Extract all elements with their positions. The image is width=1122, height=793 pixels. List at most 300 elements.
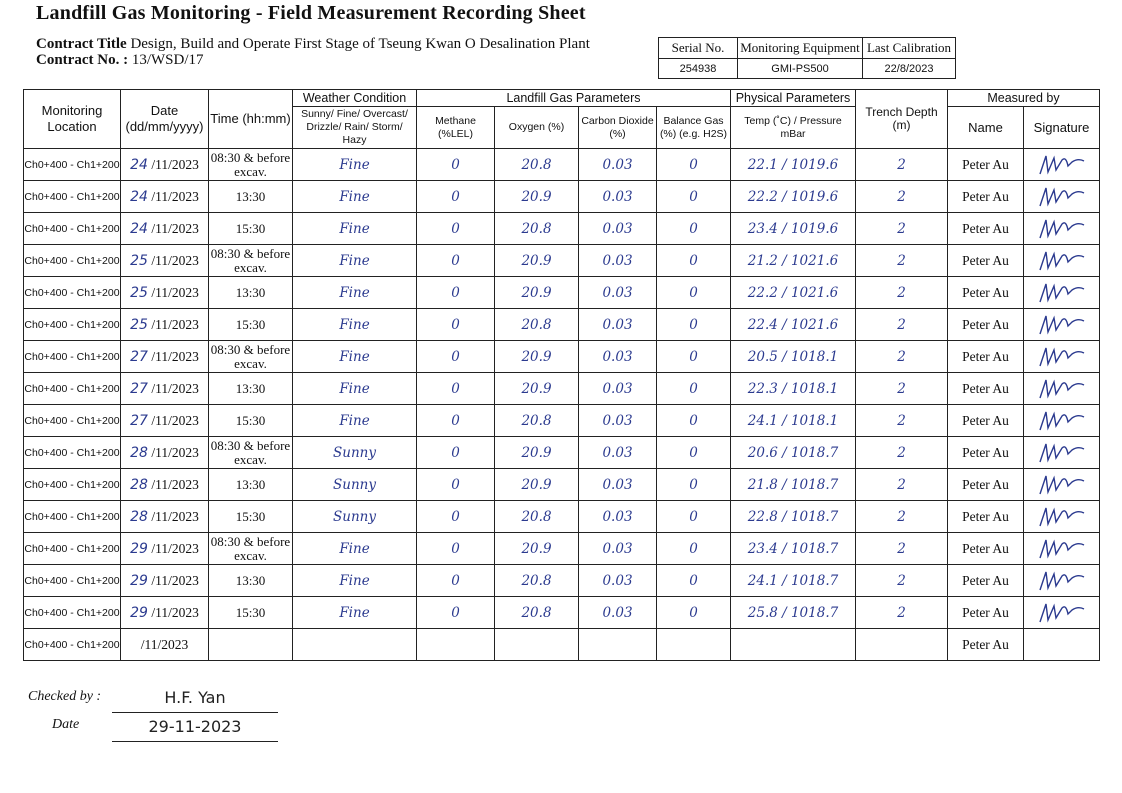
signature-scribble: [1036, 440, 1088, 466]
location-cell: Ch0+400 - Ch1+200: [24, 565, 121, 597]
balance-cell: [657, 469, 731, 501]
date-day: 24: [130, 156, 148, 173]
weather-value: Fine: [339, 284, 370, 301]
location-cell: Ch0+400 - Ch1+200: [24, 149, 121, 181]
contract-no-value: 13/WSD/17: [131, 52, 204, 68]
temp-pressure-value: 23.4 / 1018.7: [747, 540, 839, 557]
date-cell: [121, 341, 209, 373]
trench-value: 2: [897, 572, 906, 589]
trench-value: 2: [897, 220, 906, 237]
oxygen-cell: [495, 597, 579, 629]
location-cell: Ch0+400 - Ch1+200: [24, 373, 121, 405]
weather-cell: [293, 373, 417, 405]
signature-scribble: [1036, 472, 1088, 498]
serial-label: Serial No.: [659, 38, 738, 59]
methane-cell: [417, 213, 495, 245]
contract-title-label: Contract Title: [36, 36, 127, 52]
balance-cell: [657, 501, 731, 533]
temp-pressure-cell: [731, 213, 856, 245]
trench-value: 2: [897, 508, 906, 525]
name-cell: Peter Au: [948, 309, 1024, 341]
time-cell: 15:30: [209, 309, 293, 341]
oxygen-value: 20.9: [521, 380, 552, 397]
table-row: [24, 533, 1100, 565]
location-cell: Ch0+400 - Ch1+200: [24, 341, 121, 373]
oxygen-cell: [495, 277, 579, 309]
date-day: 27: [130, 412, 148, 429]
co2-value: 0.03: [602, 156, 633, 173]
temp-pressure-cell: [731, 629, 856, 661]
trench-value: 2: [897, 348, 906, 365]
balance-cell: [657, 437, 731, 469]
co2-cell: [579, 405, 657, 437]
trench-cell: [856, 309, 948, 341]
oxygen-cell: [495, 533, 579, 565]
signature-cell: [1024, 565, 1100, 597]
signature-cell: [1024, 341, 1100, 373]
date-day: 25: [130, 252, 148, 269]
temp-pressure-value: 20.6 / 1018.7: [747, 444, 839, 461]
methane-cell: [417, 309, 495, 341]
methane-value: 0: [451, 252, 460, 269]
oxygen-value: 20.8: [521, 508, 552, 525]
location-cell: Ch0+400 - Ch1+200: [24, 533, 121, 565]
contract-no-line: [36, 52, 203, 69]
co2-value: 0.03: [602, 348, 633, 365]
time-cell: 13:30: [209, 469, 293, 501]
trench-value: 2: [897, 412, 906, 429]
weather-value: Sunny: [333, 444, 376, 461]
signature-scribble: [1036, 248, 1088, 274]
date-cell: [121, 533, 209, 565]
date-day: 28: [130, 476, 148, 493]
date-month-year: /11/2023: [151, 252, 199, 268]
date-day: 25: [130, 316, 148, 333]
methane-value: 0: [451, 316, 460, 333]
co2-value: 0.03: [602, 188, 633, 205]
methane-cell: [417, 245, 495, 277]
group-physical: Physical Parameters: [731, 90, 856, 107]
location-cell: Ch0+400 - Ch1+200: [24, 501, 121, 533]
signature-cell: [1024, 533, 1100, 565]
co2-cell: [579, 629, 657, 661]
weather-cell: [293, 597, 417, 629]
weather-value: Fine: [339, 156, 370, 173]
co2-value: 0.03: [602, 412, 633, 429]
signature-scribble: [1036, 344, 1088, 370]
weather-cell: [293, 501, 417, 533]
oxygen-value: 20.8: [521, 572, 552, 589]
weather-cell: [293, 341, 417, 373]
balance-cell: [657, 245, 731, 277]
trench-cell: [856, 181, 948, 213]
trench-cell: [856, 149, 948, 181]
weather-cell: [293, 629, 417, 661]
weather-value: Fine: [339, 188, 370, 205]
signature-cell: [1024, 277, 1100, 309]
oxygen-cell: [495, 437, 579, 469]
oxygen-cell: [495, 469, 579, 501]
time-cell: 15:30: [209, 501, 293, 533]
oxygen-cell: [495, 181, 579, 213]
balance-cell: [657, 597, 731, 629]
methane-cell: [417, 405, 495, 437]
weather-value: Fine: [339, 316, 370, 333]
temp-pressure-value: 25.8 / 1018.7: [747, 604, 839, 621]
balance-value: 0: [689, 508, 698, 525]
contract-title-value: Design, Build and Operate First Stage of Tseung Kwan O Desalination Plant: [130, 36, 590, 52]
co2-cell: [579, 437, 657, 469]
name-cell: Peter Au: [948, 501, 1024, 533]
co2-cell: [579, 309, 657, 341]
balance-cell: [657, 149, 731, 181]
col-oxygen: Oxygen (%): [495, 107, 579, 149]
balance-value: 0: [689, 156, 698, 173]
trench-cell: [856, 213, 948, 245]
col-trench: Trench Depth (m): [856, 90, 948, 149]
trench-cell: [856, 533, 948, 565]
contract-no-label: Contract No. :: [36, 52, 129, 68]
location-cell: Ch0+400 - Ch1+200: [24, 309, 121, 341]
name-cell: Peter Au: [948, 341, 1024, 373]
date-cell: [121, 277, 209, 309]
oxygen-cell: [495, 565, 579, 597]
methane-cell: [417, 181, 495, 213]
methane-value: 0: [451, 604, 460, 621]
signature-scribble: [1036, 600, 1088, 626]
oxygen-cell: [495, 309, 579, 341]
temp-pressure-value: 24.1 / 1018.7: [747, 572, 839, 589]
check-date-label: Date: [52, 717, 80, 732]
temp-pressure-cell: [731, 373, 856, 405]
co2-value: 0.03: [602, 508, 633, 525]
balance-cell: [657, 533, 731, 565]
table-row: [24, 597, 1100, 629]
signature-cell: [1024, 213, 1100, 245]
temp-pressure-value: 21.8 / 1018.7: [747, 476, 839, 493]
col-location: Monitoring Location: [24, 90, 121, 149]
time-cell: 08:30 & before excav.: [209, 245, 293, 277]
date-day: 29: [130, 540, 148, 557]
trench-cell: [856, 277, 948, 309]
methane-value: 0: [451, 380, 460, 397]
date-day: 29: [130, 572, 148, 589]
methane-value: 0: [451, 540, 460, 557]
table-row: [24, 501, 1100, 533]
oxygen-cell: [495, 629, 579, 661]
date-cell: [121, 501, 209, 533]
table-row: [24, 245, 1100, 277]
co2-cell: [579, 565, 657, 597]
signature-cell: [1024, 245, 1100, 277]
trench-cell: [856, 565, 948, 597]
temp-pressure-value: 23.4 / 1019.6: [747, 220, 839, 237]
balance-value: 0: [689, 380, 698, 397]
time-cell: 13:30: [209, 565, 293, 597]
date-day: 28: [130, 444, 148, 461]
trench-cell: [856, 501, 948, 533]
balance-value: 0: [689, 284, 698, 301]
col-methane: Methane (%LEL): [417, 107, 495, 149]
methane-value: 0: [451, 572, 460, 589]
time-cell: 13:30: [209, 181, 293, 213]
co2-cell: [579, 597, 657, 629]
temp-pressure-cell: [731, 501, 856, 533]
methane-value: 0: [451, 476, 460, 493]
col-balance: Balance Gas (%) (e.g. H2S): [657, 107, 731, 149]
col-co2: Carbon Dioxide (%): [579, 107, 657, 149]
temp-pressure-cell: [731, 149, 856, 181]
balance-cell: [657, 405, 731, 437]
temp-pressure-value: 22.8 / 1018.7: [747, 508, 839, 525]
co2-value: 0.03: [602, 572, 633, 589]
oxygen-value: 20.8: [521, 412, 552, 429]
weather-value: Fine: [339, 540, 370, 557]
time-cell: 08:30 & before excav.: [209, 533, 293, 565]
col-name: Name: [948, 107, 1024, 149]
date-month-year: /11/2023: [151, 476, 199, 492]
balance-cell: [657, 373, 731, 405]
table-row: [24, 405, 1100, 437]
methane-cell: [417, 629, 495, 661]
date-month-year: /11/2023: [151, 444, 199, 460]
co2-cell: [579, 533, 657, 565]
co2-value: 0.03: [602, 444, 633, 461]
methane-cell: [417, 533, 495, 565]
signature-cell: [1024, 501, 1100, 533]
temp-pressure-value: 21.2 / 1021.6: [747, 252, 839, 269]
methane-cell: [417, 565, 495, 597]
signature-scribble: [1036, 504, 1088, 530]
methane-cell: [417, 437, 495, 469]
methane-value: 0: [451, 220, 460, 237]
table-row: [24, 565, 1100, 597]
weather-value: Fine: [339, 604, 370, 621]
time-cell: 15:30: [209, 213, 293, 245]
date-cell: [121, 597, 209, 629]
date-month-year: /11/2023: [140, 636, 189, 652]
name-cell: Peter Au: [948, 149, 1024, 181]
checked-by-label: Checked by :: [28, 689, 102, 704]
oxygen-cell: [495, 405, 579, 437]
table-row: [24, 149, 1100, 181]
weather-cell: [293, 309, 417, 341]
name-cell: Peter Au: [948, 469, 1024, 501]
trench-value: 2: [897, 380, 906, 397]
temp-pressure-cell: [731, 341, 856, 373]
co2-cell: [579, 341, 657, 373]
methane-cell: [417, 501, 495, 533]
date-day: 24: [130, 220, 148, 237]
co2-cell: [579, 373, 657, 405]
date-cell: [121, 245, 209, 277]
col-signature: Signature: [1024, 107, 1100, 149]
methane-cell: [417, 277, 495, 309]
signature-scribble: [1036, 280, 1088, 306]
methane-cell: [417, 341, 495, 373]
temp-pressure-value: 20.5 / 1018.1: [747, 348, 839, 365]
co2-cell: [579, 213, 657, 245]
co2-value: 0.03: [602, 540, 633, 557]
time-cell: 13:30: [209, 277, 293, 309]
balance-value: 0: [689, 476, 698, 493]
oxygen-cell: [495, 245, 579, 277]
balance-value: 0: [689, 604, 698, 621]
trench-cell: [856, 405, 948, 437]
date-cell: [121, 149, 209, 181]
measurement-rows: [24, 149, 1100, 661]
methane-value: 0: [451, 188, 460, 205]
signature-cell: [1024, 437, 1100, 469]
trench-value: 2: [897, 540, 906, 557]
weather-value: Fine: [339, 572, 370, 589]
date-month-year: /11/2023: [151, 348, 199, 364]
signature-cell: [1024, 373, 1100, 405]
trench-cell: [856, 629, 948, 661]
measurement-table: [23, 89, 1100, 661]
trench-value: 2: [897, 252, 906, 269]
time-cell: 13:30: [209, 373, 293, 405]
methane-value: 0: [451, 156, 460, 173]
balance-cell: [657, 341, 731, 373]
table-row: [24, 341, 1100, 373]
balance-value: 0: [689, 220, 698, 237]
signature-scribble: [1036, 376, 1088, 402]
temp-pressure-cell: [731, 181, 856, 213]
weather-value: Fine: [339, 220, 370, 237]
oxygen-cell: [495, 501, 579, 533]
group-gas: Landfill Gas Parameters: [417, 90, 731, 107]
oxygen-value: 20.8: [521, 604, 552, 621]
col-weather: Sunny/ Fine/ Overcast/ Drizzle/ Rain/ Storm/ Hazy: [293, 107, 417, 149]
oxygen-cell: [495, 213, 579, 245]
weather-cell: [293, 277, 417, 309]
weather-cell: [293, 149, 417, 181]
group-weather: Weather Condition: [293, 90, 417, 107]
checked-by-value: H.F. Yan: [112, 684, 278, 713]
temp-pressure-cell: [731, 565, 856, 597]
signature-cell: [1024, 149, 1100, 181]
weather-value: Sunny: [333, 508, 376, 525]
date-month-year: /11/2023: [151, 604, 199, 620]
name-cell: Peter Au: [948, 629, 1024, 661]
time-cell: [209, 629, 293, 661]
trench-cell: [856, 437, 948, 469]
co2-value: 0.03: [602, 604, 633, 621]
temp-pressure-cell: [731, 405, 856, 437]
trench-value: 2: [897, 188, 906, 205]
table-row: [24, 181, 1100, 213]
oxygen-cell: [495, 373, 579, 405]
oxygen-value: 20.8: [521, 156, 552, 173]
sheet-title: Landfill Gas Monitoring - Field Measurement Recording Sheet: [36, 2, 586, 24]
date-cell: [121, 373, 209, 405]
name-cell: Peter Au: [948, 245, 1024, 277]
table-row: [24, 629, 1100, 661]
co2-cell: [579, 277, 657, 309]
time-cell: 08:30 & before excav.: [209, 341, 293, 373]
date-cell: [121, 405, 209, 437]
location-cell: Ch0+400 - Ch1+200: [24, 277, 121, 309]
weather-cell: [293, 533, 417, 565]
col-date: Date (dd/mm/yyyy): [121, 90, 209, 149]
trench-value: 2: [897, 476, 906, 493]
weather-cell: [293, 213, 417, 245]
trench-value: 2: [897, 444, 906, 461]
temp-pressure-cell: [731, 277, 856, 309]
co2-value: 0.03: [602, 284, 633, 301]
weather-cell: [293, 405, 417, 437]
oxygen-value: 20.9: [521, 476, 552, 493]
balance-value: 0: [689, 444, 698, 461]
equipment-table: [658, 37, 956, 79]
trench-value: 2: [897, 316, 906, 333]
signature-cell: [1024, 597, 1100, 629]
signature-cell: [1024, 181, 1100, 213]
calibration-value: 22/8/2023: [863, 59, 956, 79]
date-day: 25: [130, 284, 148, 301]
date-day: 29: [130, 604, 148, 621]
trench-cell: [856, 597, 948, 629]
signature-scribble: [1036, 184, 1088, 210]
weather-value: Fine: [339, 380, 370, 397]
trench-cell: [856, 469, 948, 501]
co2-cell: [579, 149, 657, 181]
oxygen-value: 20.8: [521, 316, 552, 333]
balance-value: 0: [689, 540, 698, 557]
co2-value: 0.03: [602, 220, 633, 237]
balance-cell: [657, 277, 731, 309]
co2-cell: [579, 245, 657, 277]
time-cell: 15:30: [209, 405, 293, 437]
location-cell: Ch0+400 - Ch1+200: [24, 405, 121, 437]
weather-cell: [293, 469, 417, 501]
co2-cell: [579, 181, 657, 213]
methane-value: 0: [451, 348, 460, 365]
signature-scribble: [1036, 568, 1088, 594]
location-cell: Ch0+400 - Ch1+200: [24, 181, 121, 213]
trench-value: 2: [897, 604, 906, 621]
serial-value: 254938: [659, 59, 738, 79]
name-cell: Peter Au: [948, 277, 1024, 309]
methane-value: 0: [451, 412, 460, 429]
co2-value: 0.03: [602, 316, 633, 333]
date-month-year: /11/2023: [151, 188, 199, 204]
date-day: 28: [130, 508, 148, 525]
signature-scribble: [1036, 152, 1088, 178]
location-cell: Ch0+400 - Ch1+200: [24, 245, 121, 277]
date-day: 27: [130, 348, 148, 365]
balance-cell: [657, 181, 731, 213]
date-month-year: /11/2023: [151, 412, 199, 428]
oxygen-value: 20.9: [521, 444, 552, 461]
signature-cell: [1024, 405, 1100, 437]
date-month-year: /11/2023: [151, 380, 199, 396]
methane-cell: [417, 597, 495, 629]
date-month-year: /11/2023: [151, 572, 199, 588]
time-cell: 08:30 & before excav.: [209, 149, 293, 181]
temp-pressure-value: 22.4 / 1021.6: [747, 316, 839, 333]
trench-value: 2: [897, 156, 906, 173]
co2-cell: [579, 501, 657, 533]
balance-cell: [657, 629, 731, 661]
signature-cell: [1024, 469, 1100, 501]
name-cell: Peter Au: [948, 373, 1024, 405]
name-cell: Peter Au: [948, 437, 1024, 469]
date-month-year: /11/2023: [151, 220, 199, 236]
balance-value: 0: [689, 348, 698, 365]
check-date-value: 29-11-2023: [112, 713, 278, 742]
